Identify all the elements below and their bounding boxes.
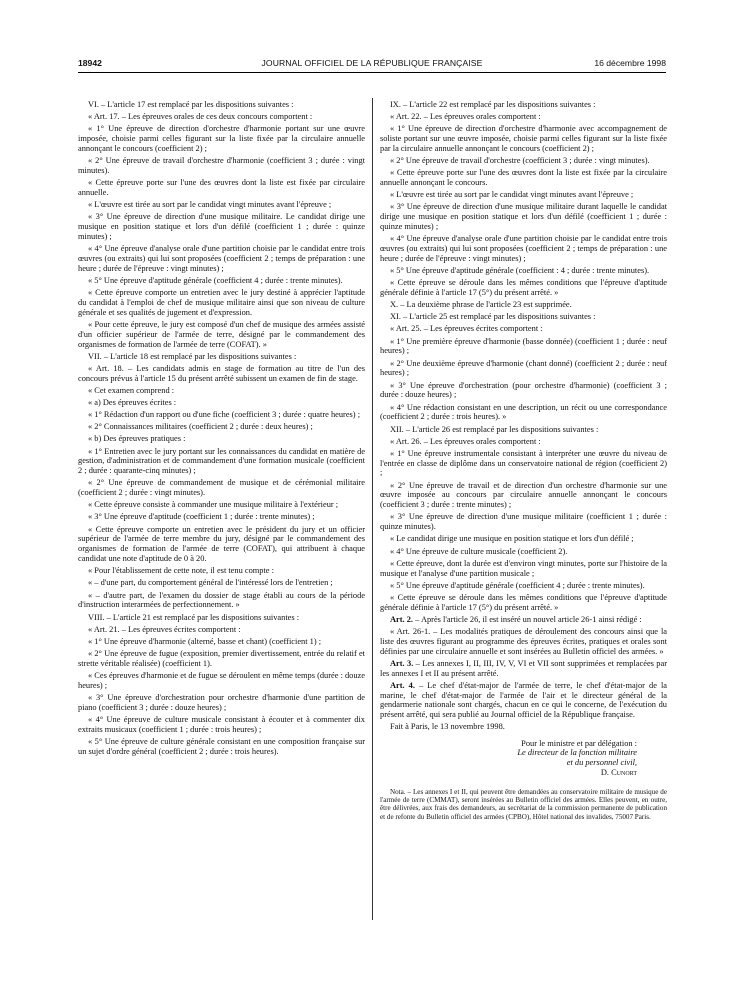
left-paragraph: « Cette épreuve comporte un entretien avec le jury destiné à apprécier l'aptitude du candidat à l'emploi de chef de musique militaire ainsi que son niveau de culture générale et ses qualités de jugement et d'expression. xyxy=(78,288,365,317)
right-paragraph: « Cette épreuve se déroule dans les mêmes conditions que l'épreuve d'aptitude générale définie à l'article 17 (5°) du présent arrêté. » xyxy=(380,278,667,298)
page-header xyxy=(78,56,666,72)
right-paragraph: « 3° Une épreuve d'orchestration (pour orchestre d'harmonie) (coefficient 3 ; durée : douze heures) ; xyxy=(380,380,667,400)
right-paragraph: Art. 4. – Le chef d'état-major de l'armée de terre, le chef d'état-major de la marine, le chef d'état-major de l'armée de l'air et le directeur général de la gendarmerie nationale sont chargés, chacun en ce qui le concerne, de l'exécution du présent arrêté, qui sera publié au Journal officiel de la République française. xyxy=(380,680,667,720)
left-paragraph: VIII. – L'article 21 est remplacé par les dispositions suivantes : xyxy=(88,612,300,622)
left-paragraph: « 4° Une épreuve de culture musicale consistant à écouter et à commenter dix extraits musicaux (coefficient 1 ; durée : trois heures) ; xyxy=(78,714,365,734)
right-paragraph: « 3° Une épreuve de direction d'une musique militaire (coefficient 1 ; durée : quinze minutes). xyxy=(380,512,667,532)
right-paragraph: « Art. 26. – Les épreuves orales comportent : xyxy=(390,436,541,446)
signature-title-cont: et du personnel civil, xyxy=(566,758,637,768)
right-paragraph: « 1° Une première épreuve d'harmonie (basse donnée) (coefficient 1 ; durée : neuf heures) ; xyxy=(380,336,667,356)
right-paragraph: XI. – L'article 25 est remplacé par les dispositions suivantes : xyxy=(390,312,596,322)
left-paragraph: « 2° Connaissances militaires (coefficient 2 ; durée : deux heures) ; xyxy=(88,422,313,432)
right-paragraph: XII. – L'article 26 est remplacé par les dispositions suivantes : xyxy=(390,424,599,434)
left-paragraph: VII. – L'article 18 est remplacé par les dispositions suivantes : xyxy=(88,351,297,361)
right-paragraph: « 1° Une épreuve instrumentale consistant à interpréter une œuvre du niveau de l'entrée en classe de diplôme dans un conservatoire national de région (coefficient 2) ; xyxy=(380,448,667,478)
publication-date: 16 décembre 1998 xyxy=(594,58,666,68)
left-paragraph: « 1° Entretien avec le jury portant sur les connaissances du candidat en matière de gestion, d'administration et de commandement d'une formation musicale (coefficient 2 ; durée : quarante-cinq minutes) ; xyxy=(78,446,365,476)
right-paragraph: Fait à Paris, le 13 novembre 1998. xyxy=(390,722,505,732)
left-paragraph: « 4° Une épreuve d'analyse orale d'une partition choisie par le candidat entre trois œuvres (ou extraits) qui lui sont proposées (coefficient 2 ; temps de préparation : une heure ; durée de l'épreuve : vingt minutes) ; xyxy=(78,244,365,273)
right-paragraph: « Art. 25. – Les épreuves écrites comportent : xyxy=(390,324,543,334)
right-paragraph: « Art. 22. – Les épreuves orales comportent : xyxy=(390,112,541,122)
right-paragraph: IX. – L'article 22 est remplacé par les dispositions suivantes : xyxy=(390,100,596,109)
right-paragraph: « 5° Une épreuve d'aptitude générale (coefficient 4 ; durée : trente minutes). xyxy=(390,580,645,590)
left-paragraph: « 3° Une épreuve d'aptitude (coefficient 1 ; durée : trente minutes) ; xyxy=(88,512,315,522)
left-paragraph: « Pour l'établissement de cette note, il est tenu compte : xyxy=(88,566,274,576)
signature-line: Pour le ministre et par délégation : xyxy=(521,738,637,748)
right-paragraph: « 1° Une épreuve de direction d'orchestre d'harmonie avec accompagnement de soliste portant sur une œuvre imposée, choisie parmi celles figurant sur la liste fixée par la circulaire annuelle annonçant le concours (coefficient 2) ; xyxy=(380,124,667,153)
left-column xyxy=(78,100,365,759)
right-paragraph: « 2° Une deuxième épreuve d'harmonie (chant donné) (coefficient 2 ; durée : neuf heures) ; xyxy=(380,358,667,378)
signature-name: D. Cunort xyxy=(600,768,637,778)
column-divider xyxy=(372,98,373,920)
left-paragraph: « Pour cette épreuve, le jury est composé d'un chef de musique des armées assisté d'un officier supérieur de l'armée de terre, désigné par le commandement des organismes de formation de l'armée de terre (COFAT). » xyxy=(78,319,365,349)
right-paragraph: « 5° Une épreuve d'aptitude générale (coefficient : 4 ; durée : trente minutes). xyxy=(390,266,650,276)
right-paragraph: « Cette épreuve, dont la durée est d'environ vingt minutes, porte sur l'histoire de la musique et l'analyse d'une partition musicale ; xyxy=(380,558,667,578)
right-paragraph: « 4° Une épreuve d'analyse orale d'une partition choisie par le candidat entre trois œuvres (ou extraits) qui lui sont proposées (coefficient 2 ; temps de préparation : une heure ; durée de l'épreuve : vingt minutes) ; xyxy=(380,234,667,263)
right-paragraph: Art. 2. – Après l'article 26, il est inséré un nouvel article 26-1 ainsi rédigé : xyxy=(390,614,642,624)
left-paragraph: « 3° Une épreuve d'orchestration pour orchestre d'harmonie d'une partition de piano (coefficient 3 ; durée : douze heures) ; xyxy=(78,692,365,712)
left-paragraph: « 2° Une épreuve de commandement de musique et de cérémonial militaire (coefficient 2 ; durée : vingt minutes). xyxy=(78,478,365,498)
left-paragraph: « L'œuvre est tirée au sort par le candidat vingt minutes avant l'épreuve ; xyxy=(88,200,332,210)
left-paragraph: « 2° Une épreuve de fugue (exposition, premier divertissement, entrée du relatif et strette véritable réalisée) (coefficient 1). xyxy=(78,648,365,668)
left-paragraph: « Art. 18. – Les candidats admis en stage de formation au titre de l'un des concours prévus à l'article 15 du présent arrêté subissent un examen de fin de stage. xyxy=(78,363,365,383)
left-paragraph: « a) Des épreuves écrites : xyxy=(88,397,177,407)
left-paragraph: « Cette épreuve porte sur l'une des œuvres dont la liste est fixée par circulaire annuelle. xyxy=(78,178,365,197)
left-paragraph: « 3° Une épreuve de direction d'une musique militaire. Le candidat dirige une musique en position statique et lors d'un défilé (coefficient 1 ; durée : quinze minutes) ; xyxy=(78,212,365,241)
left-paragraph: « – d'autre part, de l'examen du dossier de stage établi au cours de la période d'instruction interarmées de perfectionnement. » xyxy=(78,590,365,610)
right-paragraph: « 4° Une rédaction consistant en une description, un récit ou une correspondance (coefficient 2 ; durée : trois heures). » xyxy=(380,402,667,422)
signature-title: Le directeur de la fonction militaire xyxy=(517,748,637,758)
right-paragraph: « 2° Une épreuve de travail et de direction d'un orchestre d'harmonie sur une œuvre imposée au concours par circulaire annuelle annonçant le concours (coefficient 3 ; durée : trente minutes) ; xyxy=(380,480,667,510)
left-paragraph: « 2° Une épreuve de travail d'orchestre d'harmonie (coefficient 3 ; durée : vingt minutes). xyxy=(78,156,365,175)
left-paragraph: « Cette épreuve comporte un entretien avec le président du jury et un officier supérieur de l'armée de terre membre du jury, désigné par le commandement des organismes de formation de l'armée de terre (COFAT), qui attribuent à chaque candidat une note d'aptitude de 0 à 20. xyxy=(78,524,365,564)
right-paragraph: « 3° Une épreuve de direction d'une musique militaire durant laquelle le candidat dirige une musique en position statique et lors d'un défilé (coefficient 1 ; durée : quinze minutes) ; xyxy=(380,202,667,232)
left-paragraph: « 5° Une épreuve d'aptitude générale (coefficient 4 ; durée : trente minutes). xyxy=(88,275,343,285)
left-paragraph: « Art. 21. – Les épreuves écrites comportent : xyxy=(88,624,241,634)
left-paragraph: « 1° Une épreuve d'harmonie (alterné, basse et chant) (coefficient 1) ; xyxy=(88,636,322,646)
left-paragraph: « 1° Une épreuve de direction d'orchestre d'harmonie portant sur une œuvre imposée, choisie parmi celles figurant sur la liste fixée par la circulaire annuelle annonçant le concours (coefficient 2) ; xyxy=(78,124,365,153)
left-paragraph: VI. – L'article 17 est remplacé par les dispositions suivantes : xyxy=(88,100,294,109)
right-column xyxy=(380,100,667,823)
right-paragraph: « Cette épreuve porte sur l'une des œuvres dont la liste est fixée par la circulaire annuelle annonçant le concours. xyxy=(380,168,667,188)
left-paragraph: « – d'une part, du comportement général de l'intéressé lors de l'entretien ; xyxy=(88,578,333,588)
header-rule xyxy=(78,72,666,73)
right-paragraph: Art. 3. – Les annexes I, II, III, IV, V, VI et VII sont supprimées et remplacées par les annexes I et II au présent arrêté. xyxy=(380,658,667,678)
right-paragraph: « 2° Une épreuve de travail d'orchestre (coefficient 3 ; durée : vingt minutes). xyxy=(390,156,650,166)
left-paragraph: « Ces épreuves d'harmonie et de fugue se déroulent en même temps (durée : douze heures) ; xyxy=(78,670,365,690)
left-paragraph: « 1° Rédaction d'un rapport ou d'une fiche (coefficient 3 ; durée : quatre heures) ; xyxy=(88,410,361,420)
left-paragraph: « 5° Une épreuve de culture générale consistant en une composition française sur un sujet d'ordre général (coefficient 2 ; durée : trois heures). xyxy=(78,736,365,756)
page-number: 18942 xyxy=(78,58,102,68)
right-paragraph: « 4° Une épreuve de culture musicale (coefficient 2). xyxy=(390,546,568,556)
left-paragraph: « Cette épreuve consiste à commander une musique militaire à l'extérieur ; xyxy=(88,500,339,510)
journal-title: JOURNAL OFFICIEL DE LA RÉPUBLIQUE FRANÇAISE xyxy=(261,58,483,68)
right-paragraph: « L'œuvre est tirée au sort par le candidat vingt minutes avant l'épreuve ; xyxy=(390,190,634,200)
nota-footnote: Nota. – Les annexes I et II, qui peuvent être demandées au conservatoire militaire de musique de l'armée de terre (CMMAT), seront insérées au Bulletin officiel des armées. Elles peuvent, en outre, être délivrées, aux frais des demandeurs, au secrétariat de la commission permanente de publication et de refonte du Bulletin officiel des armées (CPBO), Hôtel national des invalides, 75007 Paris. xyxy=(380,787,667,821)
right-paragraph: « Cette épreuve se déroule dans les mêmes conditions que l'épreuve d'aptitude générale définie à l'article 17 (5°) du présent arrêté. » xyxy=(380,592,667,612)
left-paragraph: « Cet examen comprend : xyxy=(88,385,175,395)
right-paragraph: « Le candidat dirige une musique en position statique et lors d'un défilé ; xyxy=(390,534,634,544)
right-paragraph: « Art. 26-1. – Les modalités pratiques de déroulement des concours ainsi que la liste des œuvres figurant au programme des épreuves écrites, pratiques et orales sont définies par une circulaire annuelle et sont insérées au Bulletin officiel des armées. » xyxy=(380,626,667,656)
right-paragraph: X. – La deuxième phrase de l'article 23 est supprimée. xyxy=(390,300,572,310)
left-paragraph: « b) Des épreuves pratiques : xyxy=(88,434,186,444)
left-paragraph: « Art. 17. – Les épreuves orales de ces deux concours comportent : xyxy=(88,112,313,122)
